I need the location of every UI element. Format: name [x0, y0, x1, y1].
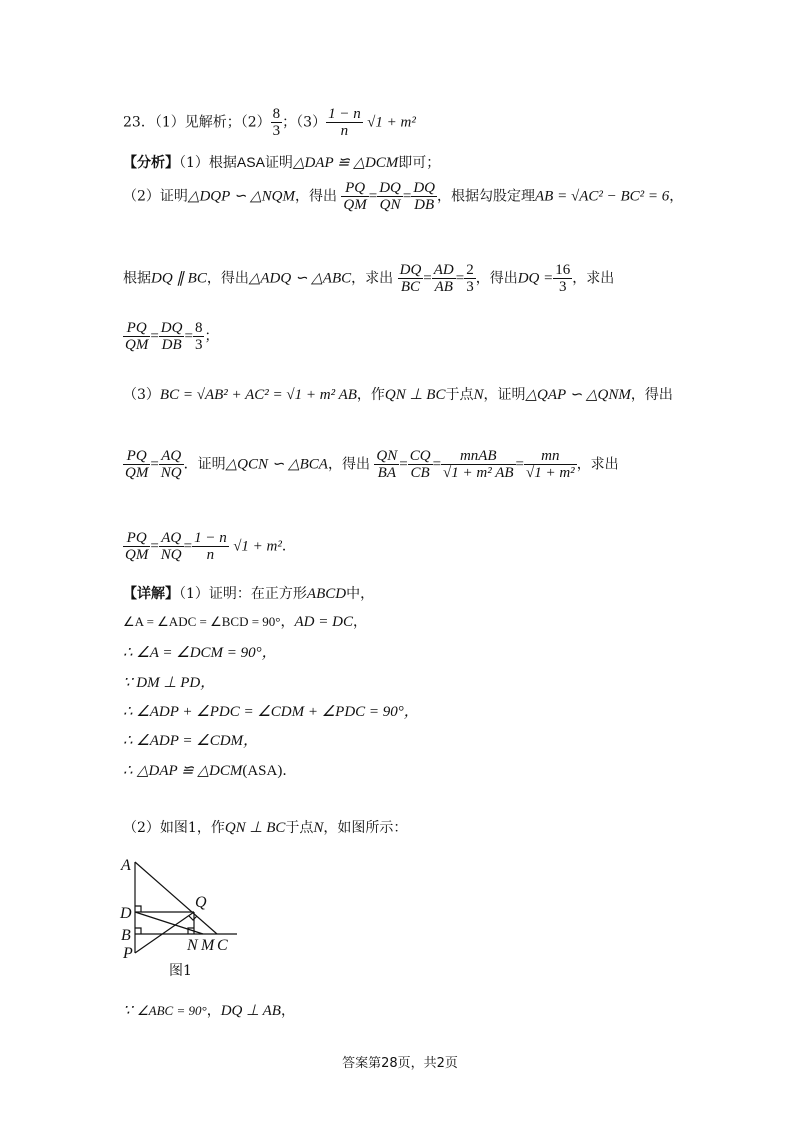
- text: ，得出: [206, 270, 249, 287]
- text: ，求出: [351, 270, 394, 287]
- line-dm: [135, 912, 203, 934]
- detail-line-7: [123, 760, 296, 780]
- label-m: M: [201, 937, 215, 954]
- math-expr: △DAP ≌ △DCM: [292, 155, 399, 171]
- fraction: $\frac{DQ}{DB}$: [413, 180, 436, 213]
- geometry-figure-1: [115, 850, 255, 980]
- fraction: $\frac{8}{3}$: [272, 106, 281, 139]
- text: ∵: [123, 1003, 133, 1019]
- label-n: N: [187, 937, 198, 954]
- fraction: $\frac{DQ}{QN}$: [379, 180, 401, 213]
- fraction: $\frac{1 - n}{n}$: [328, 106, 361, 139]
- detail-line-2: [123, 611, 367, 631]
- detail-line-4: ∵ DM ⊥ PD，: [123, 675, 216, 691]
- text: ，得出: [630, 387, 673, 403]
- text: ，根据勾股定理: [437, 188, 536, 205]
- page-footer: 答案第28页，共2页: [342, 1056, 458, 1071]
- text: ，证明: [483, 387, 526, 403]
- fraction: $\frac{PQ}{QM}$: [125, 320, 149, 353]
- text: 于点: [445, 387, 474, 403]
- math-expr: BC = √AB² + AC² = √1 + m² AB: [159, 387, 357, 403]
- text: ，得出: [294, 188, 337, 205]
- sqrt-expr: √1 + m²: [367, 114, 416, 131]
- text: （1）见解析；（2）: [154, 114, 271, 131]
- math-expr: ∠A = ∠ADC = ∠BCD = 90°: [123, 614, 281, 629]
- math-expr: △ADQ ∽ △ABC: [248, 270, 352, 287]
- answer-line-23: [123, 106, 416, 139]
- math-expr: ABCD: [306, 586, 347, 602]
- text: （1）根据: [179, 155, 237, 171]
- text: ．: [281, 538, 296, 555]
- math-expr: QN ⊥ BC: [384, 387, 446, 403]
- text: ，如图所示：: [323, 820, 408, 836]
- line-pq: [135, 912, 194, 953]
- text: ；: [204, 328, 219, 345]
- fraction: $\frac{1 - n}{n}$: [194, 530, 227, 563]
- label-c: C: [217, 937, 228, 954]
- right-angle-mark: [135, 928, 141, 934]
- text: （2）证明: [123, 188, 188, 205]
- math-expr: △QAP ∽ △QNM: [525, 387, 631, 403]
- analysis-line-6: $\frac{PQ}{QM}$ = $\frac{AQ}{NQ}$ ．证明△QCN ∽ △BCA，得出 $\frac{QN}{BA}$ = $\frac{CQ}{CB}$ = $\frac{\text{mnAB}}{\text{√1 + m² AB}}$ = $\frac{mn}{\text{√1 + m²}}$ ，求出: [125, 448, 619, 481]
- math-expr: N: [473, 387, 484, 403]
- fraction: $\frac{8}{3}$: [194, 320, 203, 353]
- section-label: 【详解】: [123, 586, 179, 602]
- analysis-line-5: [123, 384, 673, 404]
- analysis-line-2: （2）证明△DQP ∽ △NQM，得出 $\frac{PQ}{QM}$ = $\frac{DQ}{QN}$ = $\frac{DQ}{DB}$ ，根据勾股定理AB = √AC² − BC² = 6，: [123, 180, 684, 213]
- fraction: $\frac{AQ}{NQ}$: [160, 448, 182, 481]
- math-expr: △QCN ∽ △BCA: [225, 456, 328, 473]
- fraction: $\frac{AD}{AB}$: [433, 262, 454, 295]
- analysis-line: [123, 152, 440, 172]
- text: ；（3）: [282, 114, 327, 131]
- right-angle-mark: [189, 916, 197, 920]
- fraction: $\frac{PQ}{QM}$: [125, 448, 149, 481]
- fraction: $\frac{CQ}{CB}$: [409, 448, 431, 481]
- fraction: $\frac{PQ}{QM}$: [125, 530, 149, 563]
- text: 中，: [346, 586, 375, 602]
- detail-line-5: ∴ ∠ADP + ∠PDC = ∠CDM + ∠PDC = 90°，: [123, 704, 419, 720]
- text: ∴: [123, 763, 133, 779]
- text: ，: [669, 188, 684, 205]
- text: ，得出: [475, 270, 518, 287]
- label-d: D: [120, 905, 132, 922]
- detail-line-9: [123, 1000, 295, 1020]
- text: ，作: [356, 387, 385, 403]
- math-expr: AD = DC: [294, 614, 353, 630]
- text: (ASA): [242, 763, 283, 779]
- analysis-line-7: $\frac{PQ}{QM}$ = $\frac{AQ}{NQ}$ = $\frac{1 - n}{n}$ √1 + m²．: [125, 530, 296, 563]
- label-q: Q: [195, 894, 207, 911]
- label-a: A: [121, 857, 131, 874]
- math-expr: △DQP ∽ △NQM: [187, 188, 295, 205]
- figure-caption: 图1: [169, 963, 192, 979]
- sqrt-expr: √1 + m²: [233, 538, 282, 555]
- fraction: $\frac{16}{3}$: [555, 262, 571, 295]
- analysis-line-4: $\frac{PQ}{QM}$ = $\frac{DQ}{DB}$ = $\frac{8}{3}$ ；: [125, 320, 219, 353]
- fraction: $\frac{AQ}{NQ}$: [160, 530, 182, 563]
- text: 于点: [285, 820, 314, 836]
- detail-line: [123, 583, 374, 603]
- math-expr: △DAP ≌ △DCM: [137, 763, 243, 779]
- fraction: $\frac{QN}{BA}$: [376, 448, 398, 481]
- math-expr: AB = √AC² − BC² = 6: [535, 188, 670, 205]
- text: ASA: [236, 154, 265, 170]
- analysis-line-3: 根据DQ ∥ BC，得出△ADQ ∽ △ABC，求出 $\frac{DQ}{BC}$ = $\frac{AD}{AB}$ = $\frac{2}{3}$ ，得出DQ = $\frac{16}{3}$ ，求出: [123, 262, 615, 295]
- detail-line-3: ∴ ∠A = ∠DCM = 90°，: [123, 645, 277, 661]
- math-expr: N: [313, 820, 324, 836]
- fraction: $\frac{DQ}{BC}$: [399, 262, 422, 295]
- text: ，: [352, 614, 367, 630]
- text: ，求出: [572, 270, 615, 287]
- text: 根据: [123, 270, 151, 287]
- text: ，得出: [327, 456, 370, 473]
- text: ，: [280, 614, 295, 630]
- section-label: 【分析】: [123, 155, 179, 171]
- text: ，: [280, 1003, 295, 1019]
- text: （3）: [123, 387, 160, 403]
- text: （2）如图1，作: [123, 820, 225, 836]
- fraction: $\frac{PQ}{QM}$: [343, 180, 367, 213]
- right-angle-mark: [135, 906, 141, 912]
- text: ，求出: [576, 456, 619, 473]
- math-expr: QN ⊥ BC: [224, 820, 286, 836]
- question-number: 23．: [123, 114, 155, 131]
- text: 证明: [264, 155, 293, 171]
- label-p: P: [123, 945, 133, 962]
- fraction: $\frac{mn}{\text{√1 + m²}}$: [526, 448, 575, 481]
- detail-line-6: ∴ ∠ADP = ∠CDM，: [123, 733, 259, 749]
- fraction: $\frac{\text{mnAB}}{\text{√1 + m² AB}}$: [443, 448, 514, 481]
- text: ．证明: [183, 456, 226, 473]
- math-expr: DQ ⊥ AB: [220, 1003, 281, 1019]
- text: 即可；: [398, 155, 441, 171]
- text: ．: [282, 763, 297, 779]
- label-b: B: [121, 927, 131, 944]
- fraction: $\frac{2}{3}$: [466, 262, 474, 295]
- math-expr: DQ ∥ BC: [151, 270, 207, 287]
- fraction: $\frac{DQ}{DB}$: [160, 320, 183, 353]
- math-expr: ∠ABC = 90°: [137, 1003, 207, 1018]
- math-expr: DQ =: [517, 270, 554, 287]
- text: （1）证明：在正方形: [179, 586, 307, 602]
- detail-line-8: [123, 817, 407, 837]
- text: ，: [206, 1003, 221, 1019]
